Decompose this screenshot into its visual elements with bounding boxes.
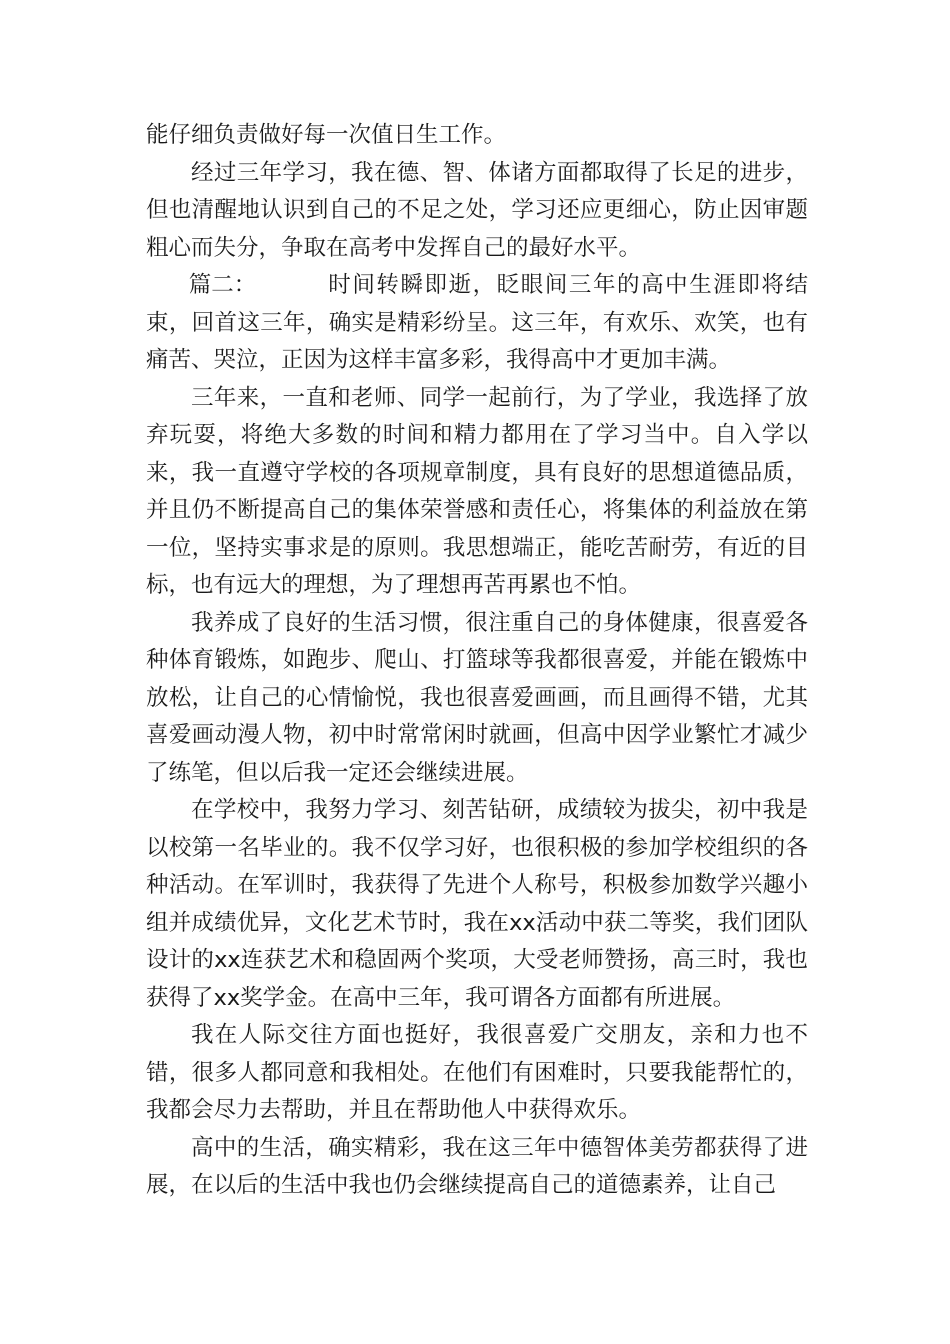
paragraph-6: 在学校中，我努力学习、刻苦钻研，成绩较为拔尖，初中我是以校第一名毕业的。我不仅学习好，也很积极的参加学校组织的各种活动。在军训时，我获得了先进个人称号，积极参加数学兴趣小组并成绩优异，文化艺术节时，我在xx活动中获二等奖，我们团队设计的xx连获艺术和稳固两个奖项，大受老师赞扬，高三时，我也获得了xx奖学金。在高中三年，我可谓各方面都有所进展。: [146, 797, 808, 1011]
paragraph-1: 能仔细负责做好每一次值日生工作。: [146, 122, 507, 148]
paragraph-8: 高中的生活，确实精彩，我在这三年中德智体美劳都获得了进展，在以后的生活中我也仍会继续提高自己的道德素养，让自己: [146, 1134, 808, 1198]
paragraph-5: 我养成了良好的生活习惯，很注重自己的身体健康，很喜爱各种体育锻炼，如跑步、爬山、打篮球等我都很喜爱，并能在锻炼中放松，让自己的心情愉悦，我也很喜爱画画，而且画得不错，尤其喜爱画动漫人物，初中时常常闲时就画，但高中因学业繁忙才减少了练笔，但以后我一定还会继续进展。: [146, 609, 808, 786]
paragraph-4: 三年来，一直和老师、同学一起前行，为了学业，我选择了放弃玩耍，将绝大多数的时间和精力都用在了学习当中。自入学以来，我一直遵守学校的各项规章制度，具有良好的思想道德品质，并且仍不断提高自己的集体荣誉感和责任心，将集体的利益放在第一位，坚持实事求是的原则。我思想端正，能吃苦耐劳，有近的目标，也有远大的理想，为了理想再苦再累也不怕。: [146, 384, 808, 598]
paragraph-2: 经过三年学习，我在德、智、体诸方面都取得了长足的进步，但也清醒地认识到自己的不足之处，学习还应更细心，防止因审题粗心而失分，争取在高考中发挥自己的最好水平。: [146, 159, 808, 261]
paragraph-3-text: 时间转瞬即逝，眨眼间三年的高中生涯即将结束，回首这三年，确实是精彩纷呈。这三年，有欢乐、欢笑，也有痛苦、哭泣，正因为这样丰富多彩，我得高中才更加丰满。: [146, 272, 808, 373]
paragraph-3: [146, 267, 808, 380]
paragraph-7: 我在人际交往方面也挺好，我很喜爱广交朋友，亲和力也不错，很多人都同意和我相处。在他们有困难时，只要我能帮忙的，我都会尽力去帮助，并且在帮助他人中获得欢乐。: [146, 1022, 808, 1123]
document-body: [146, 117, 808, 1205]
section-label: 篇二：: [188, 272, 257, 298]
